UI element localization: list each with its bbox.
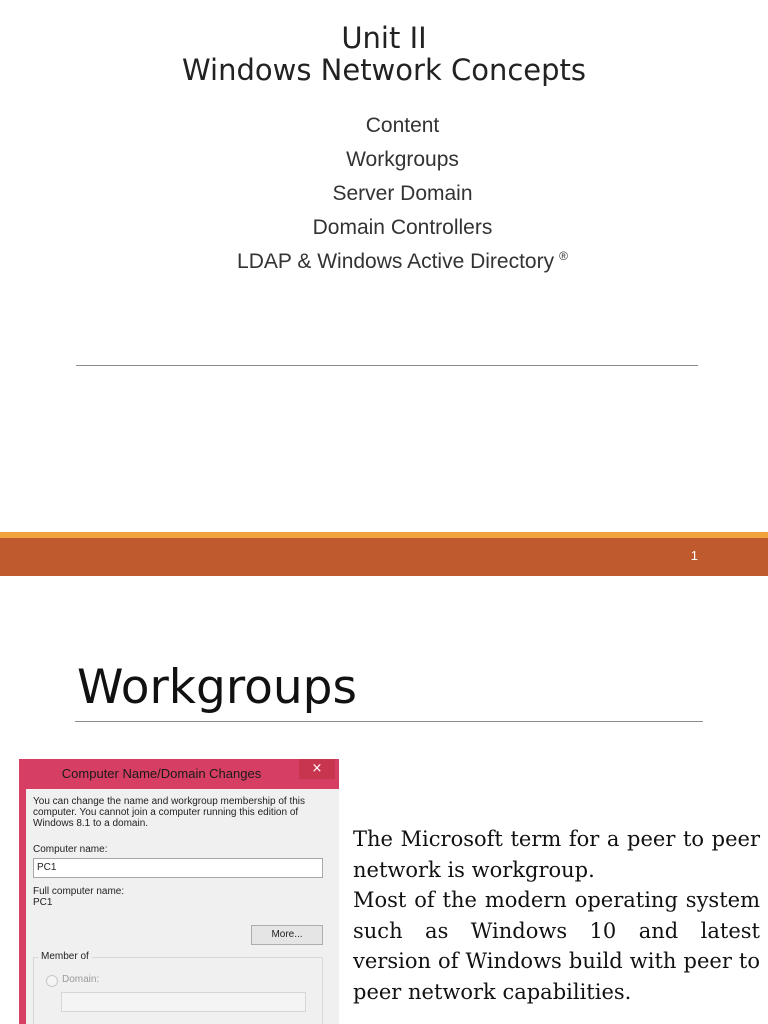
member-of-label: Member of [38,951,92,962]
content-list-item: Workgroups [346,148,459,171]
computer-name-label: Computer name: [33,844,108,855]
section-divider [76,365,698,366]
content-list-item-ldap [0,248,768,276]
dialog-description: You can change the name and workgroup membership of this computer. You cannot join a computer running this edition of Windows 8.1 to a domain. [33,796,306,829]
footer-bar [0,538,768,576]
close-icon[interactable]: × [299,759,335,779]
page-number: 1 [690,548,698,563]
slide-2 [0,576,768,1024]
content-list-item: Server Domain [332,182,473,205]
member-of-group [33,951,323,1024]
domain-radio-label: Domain: [62,974,100,985]
body-paragraph: Most of the modern operating system such as Windows 10 and latest version of Windows build with peer to peer network capabilities. [353,888,760,1004]
full-computer-name-label: Full computer name: [33,886,125,897]
computer-name-dialog-screenshot [19,759,339,1024]
domain-radio[interactable] [46,975,58,987]
dialog-titlebar [19,759,339,789]
slide-title-topic: Windows Network Concepts [181,53,587,87]
slide-title-unit: Unit II [341,21,427,55]
full-computer-name-value: PC1 [33,897,53,908]
domain-input[interactable] [61,992,306,1012]
content-list-item-text: LDAP & Windows Active Directory [237,250,555,273]
content-list-item: Content [365,114,440,137]
more-button[interactable]: More... [251,925,323,945]
content-list-item: Domain Controllers [312,216,493,239]
dialog-body [26,789,339,1024]
dialog-title: Computer Name/Domain Changes [61,766,262,781]
slide-heading: Workgroups [77,660,358,715]
body-text [353,824,760,1008]
heading-underline [75,721,703,722]
body-paragraph: The Microsoft term for a peer to peer network is workgroup. [353,827,760,882]
registered-trademark-mark: ® [559,249,568,263]
computer-name-input[interactable]: PC1 [33,858,323,878]
